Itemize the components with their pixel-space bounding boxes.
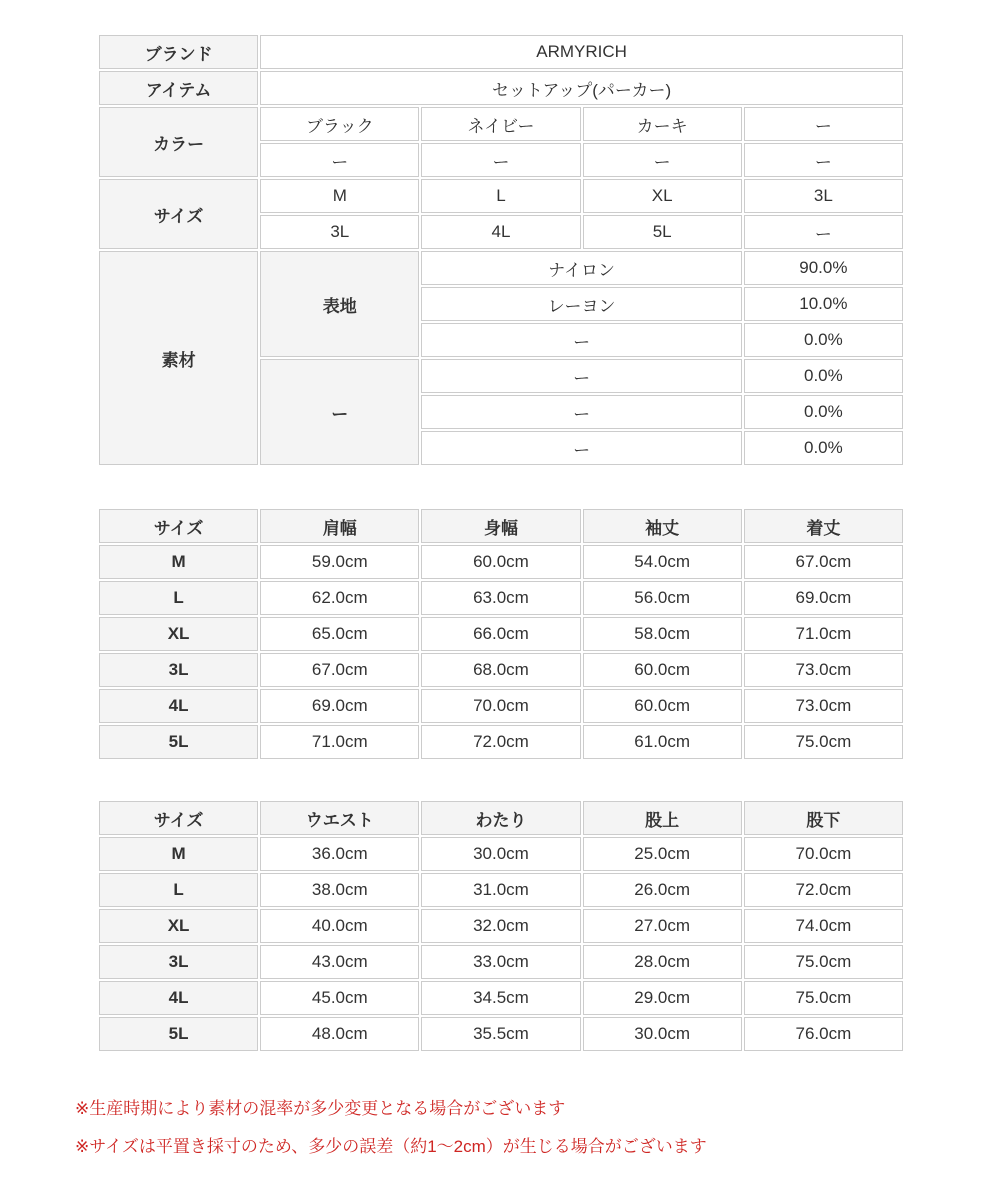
header-row [99,801,903,835]
size-cell: L [421,179,580,213]
measurement-cell: 45.0cm [260,981,419,1015]
pants-size-table [97,799,905,1053]
measurement-cell: 30.0cm [583,1017,742,1051]
measurement-cell: 32.0cm [421,909,580,943]
measurement-cell: 75.0cm [744,981,903,1015]
material-name-cell: ー [421,431,741,465]
measurement-cell: 60.0cm [421,545,580,579]
column-header: 股下 [744,801,903,835]
measurement-cell: 63.0cm [421,581,580,615]
measurement-cell: 33.0cm [421,945,580,979]
table-row [99,873,903,907]
material-pct-cell: 0.0% [744,323,903,357]
column-header: サイズ [99,801,258,835]
measurement-cell: 38.0cm [260,873,419,907]
measurement-cell: 69.0cm [744,581,903,615]
product-spec-table [97,33,905,467]
measurement-cell: 36.0cm [260,837,419,871]
color-cell: カーキ [583,107,742,141]
item-value: セットアップ(パーカー) [260,71,903,105]
measurement-cell: 58.0cm [583,617,742,651]
jacket-size-table [97,507,905,761]
measurement-cell: 56.0cm [583,581,742,615]
measurement-cell: 31.0cm [421,873,580,907]
measurement-cell: 62.0cm [260,581,419,615]
size-label: サイズ [99,179,258,249]
column-header: 着丈 [744,509,903,543]
measurement-cell: 60.0cm [583,653,742,687]
brand-label: ブランド [99,35,258,69]
table-row [99,653,903,687]
color-label: カラー [99,107,258,177]
size-row-1 [99,179,903,213]
size-row-label: 5L [99,1017,258,1051]
material-name-cell: ー [421,323,741,357]
measurement-cell: 66.0cm [421,617,580,651]
column-header: わたり [421,801,580,835]
size-row-label: 5L [99,725,258,759]
material-label: 素材 [99,251,258,465]
color-cell: ブラック [260,107,419,141]
size-cell: 5L [583,215,742,249]
measurement-cell: 71.0cm [744,617,903,651]
measurement-cell: 40.0cm [260,909,419,943]
color-cell: ー [421,143,580,177]
size-cell: XL [583,179,742,213]
material-name-cell: ー [421,359,741,393]
brand-value: ARMYRICH [260,35,903,69]
measurement-cell: 54.0cm [583,545,742,579]
size-cell: 3L [260,215,419,249]
footnote-material: ※生産時期により素材の混率が多少変更となる場合がございます [75,1099,566,1118]
measurement-cell: 65.0cm [260,617,419,651]
size-row-label: M [99,545,258,579]
color-row-1 [99,107,903,141]
measurement-cell: 67.0cm [744,545,903,579]
footnote-size: ※サイズは平置き採寸のため、多少の誤差（約1〜2cm）が生じる場合がございます [75,1137,707,1156]
measurement-cell: 43.0cm [260,945,419,979]
measurement-cell: 69.0cm [260,689,419,723]
measurement-cell: 28.0cm [583,945,742,979]
measurement-cell: 72.0cm [421,725,580,759]
measurement-cell: 70.0cm [744,837,903,871]
measurement-cell: 72.0cm [744,873,903,907]
table-row [99,581,903,615]
color-cell: ネイビー [421,107,580,141]
measurement-cell: 73.0cm [744,653,903,687]
measurement-cell: 34.5cm [421,981,580,1015]
size-cell: 3L [744,179,903,213]
measurement-cell: 70.0cm [421,689,580,723]
table-row [99,945,903,979]
measurement-cell: 35.5cm [421,1017,580,1051]
table-row [99,981,903,1015]
item-label: アイテム [99,71,258,105]
measurement-cell: 29.0cm [583,981,742,1015]
column-header: 身幅 [421,509,580,543]
measurement-cell: 27.0cm [583,909,742,943]
column-header: 袖丈 [583,509,742,543]
measurement-cell: 74.0cm [744,909,903,943]
material-name-cell: ー [421,395,741,429]
material-pct-cell: 0.0% [744,359,903,393]
measurement-cell: 48.0cm [260,1017,419,1051]
table-row [99,1017,903,1051]
measurement-cell: 26.0cm [583,873,742,907]
size-row-label: XL [99,617,258,651]
column-header: 股上 [583,801,742,835]
table-row [99,725,903,759]
column-header: サイズ [99,509,258,543]
color-cell: ー [260,143,419,177]
measurement-cell: 75.0cm [744,945,903,979]
size-row-label: 3L [99,653,258,687]
material-pct-cell: 90.0% [744,251,903,285]
brand-row [99,35,903,69]
table-row [99,909,903,943]
color-cell: ー [744,143,903,177]
material-row [99,251,903,285]
item-row [99,71,903,105]
table-row [99,617,903,651]
size-cell: M [260,179,419,213]
size-row-label: L [99,581,258,615]
measurement-cell: 71.0cm [260,725,419,759]
material-pct-cell: 10.0% [744,287,903,321]
size-row-label: 4L [99,689,258,723]
table-row [99,545,903,579]
material-name-cell: レーヨン [421,287,741,321]
column-header: 肩幅 [260,509,419,543]
measurement-cell: 67.0cm [260,653,419,687]
measurement-cell: 68.0cm [421,653,580,687]
material-group-label: ー [260,359,419,465]
measurement-cell: 76.0cm [744,1017,903,1051]
table-row [99,837,903,871]
size-row-label: M [99,837,258,871]
measurement-cell: 25.0cm [583,837,742,871]
color-cell: ー [744,107,903,141]
material-group-label: 表地 [260,251,419,357]
size-cell: 4L [421,215,580,249]
size-cell: ー [744,215,903,249]
measurement-cell: 75.0cm [744,725,903,759]
material-name-cell: ナイロン [421,251,741,285]
size-row-label: 3L [99,945,258,979]
color-cell: ー [583,143,742,177]
material-pct-cell: 0.0% [744,431,903,465]
measurement-cell: 30.0cm [421,837,580,871]
measurement-cell: 59.0cm [260,545,419,579]
table-row [99,689,903,723]
column-header: ウエスト [260,801,419,835]
size-row-label: L [99,873,258,907]
size-row-label: XL [99,909,258,943]
measurement-cell: 60.0cm [583,689,742,723]
measurement-cell: 61.0cm [583,725,742,759]
disclaimer-notes [75,1097,1000,1159]
size-row-label: 4L [99,981,258,1015]
header-row [99,509,903,543]
measurement-cell: 73.0cm [744,689,903,723]
material-pct-cell: 0.0% [744,395,903,429]
